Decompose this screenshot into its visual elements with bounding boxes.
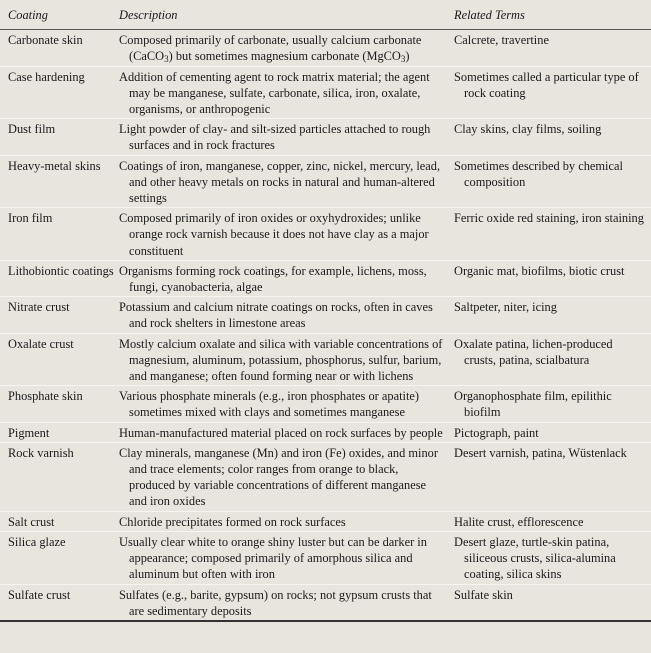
header-description: Description bbox=[119, 8, 178, 22]
cell-related bbox=[446, 511, 651, 531]
cell-description bbox=[118, 584, 446, 621]
description-text bbox=[119, 32, 446, 64]
cell-coating bbox=[0, 386, 118, 422]
table-row bbox=[0, 30, 651, 66]
table-row bbox=[0, 119, 651, 155]
coating-text: Iron film bbox=[8, 211, 53, 226]
cell-description bbox=[118, 66, 446, 119]
related-text: Organic mat, biofilms, biotic crust bbox=[454, 263, 625, 278]
description-text: Chloride precipitates formed on rock surfaces bbox=[119, 514, 346, 529]
coating-text: Pigment bbox=[8, 425, 50, 440]
cell-coating bbox=[0, 422, 118, 442]
related-text: Sulfate skin bbox=[454, 587, 513, 602]
cell-coating bbox=[0, 30, 118, 66]
table-row bbox=[0, 66, 651, 119]
table-row bbox=[0, 208, 651, 261]
cell-related bbox=[446, 119, 651, 155]
coating-text: Rock varnish bbox=[8, 445, 74, 460]
cell-related bbox=[446, 386, 651, 422]
description-text: Potassium and calcium nitrate coatings on rocks, often in caves and rock shelters in limestone areas bbox=[119, 300, 433, 331]
cell-description bbox=[118, 119, 446, 155]
cell-description bbox=[118, 442, 446, 511]
cell-coating bbox=[0, 442, 118, 511]
related-text: Halite crust, efflorescence bbox=[454, 514, 584, 529]
description-text: Composed primarily of iron oxides or oxyhydroxides; unlike orange rock varnish because it does not have clay as a major constituent bbox=[119, 211, 429, 258]
cell-coating bbox=[0, 66, 118, 119]
cell-description bbox=[118, 30, 446, 66]
description-text: Addition of cementing agent to rock matrix material; the agent may be manganese, sulfate, carbonate, silica, iron, oxalate, organisms, or anthropogenic bbox=[119, 69, 430, 117]
table-row bbox=[0, 155, 651, 208]
cell-related bbox=[446, 333, 651, 386]
description-text: Usually clear white to orange shiny luster but can be darker in appearance; composed primarily of amorphous silica and aluminum but often with iron bbox=[119, 534, 427, 582]
header-related-terms: Related Terms bbox=[454, 8, 525, 22]
description-part: ) but sometimes magnesium carbonate (MgCO bbox=[168, 49, 401, 64]
coating-text: Dust film bbox=[8, 122, 56, 137]
cell-related bbox=[446, 584, 651, 621]
description-text: Organisms forming rock coatings, for example, lichens, moss, fungi, cyanobacteria, algae bbox=[119, 263, 427, 295]
cell-related bbox=[446, 531, 651, 584]
table-row bbox=[0, 333, 651, 386]
header-coating: Coating bbox=[8, 8, 48, 22]
description-text: Coatings of iron, manganese, copper, zinc, nickel, mercury, lead, and other heavy metals on rocks in natural and human-altered settings bbox=[119, 158, 441, 206]
cell-description bbox=[118, 422, 446, 442]
table-row bbox=[0, 297, 651, 333]
related-text: Clay skins, clay films, soiling bbox=[454, 122, 602, 137]
related-text: Sometimes described by chemical composition bbox=[454, 158, 623, 189]
cell-coating bbox=[0, 584, 118, 621]
coating-text: Phosphate skin bbox=[8, 389, 83, 404]
description-text: Clay minerals, manganese (Mn) and iron (Fe) oxides, and minor and trace elements; color ranges from orange to black, produced by variable concentrations of different manganese and iron oxides bbox=[119, 445, 438, 509]
related-text: Desert glaze, turtle-skin patina, siliceous crusts, silica-alumina coating, silica skins bbox=[454, 534, 616, 582]
cell-coating bbox=[0, 119, 118, 155]
table-row bbox=[0, 511, 651, 531]
cell-related bbox=[446, 260, 651, 296]
table-row bbox=[0, 260, 651, 296]
table-row bbox=[0, 442, 651, 511]
description-text: Sulfates (e.g., barite, gypsum) on rocks; not gypsum crusts that are sedimentary deposits bbox=[119, 587, 432, 618]
coating-text: Oxalate crust bbox=[8, 336, 74, 351]
coating-text: Sulfate crust bbox=[8, 587, 71, 602]
cell-coating bbox=[0, 511, 118, 531]
cell-description bbox=[118, 208, 446, 261]
related-text: Calcrete, travertine bbox=[454, 33, 549, 48]
coating-text: Heavy-metal skins bbox=[8, 158, 101, 173]
cell-coating bbox=[0, 260, 118, 296]
cell-description bbox=[118, 155, 446, 208]
cell-coating bbox=[0, 531, 118, 584]
table-row bbox=[0, 584, 651, 621]
table-row bbox=[0, 422, 651, 442]
related-text: Saltpeter, niter, icing bbox=[454, 300, 557, 315]
coating-text: Lithobiontic coatings bbox=[8, 263, 114, 278]
subscript: 3 bbox=[400, 54, 406, 65]
cell-description bbox=[118, 386, 446, 422]
cell-coating bbox=[0, 208, 118, 261]
cell-related bbox=[446, 297, 651, 333]
cell-coating bbox=[0, 297, 118, 333]
table-row bbox=[0, 531, 651, 584]
related-text: Desert varnish, patina, Wüstenlack bbox=[454, 445, 627, 460]
description-part: ) bbox=[405, 49, 410, 64]
table-header bbox=[0, 0, 651, 30]
header-row bbox=[0, 0, 651, 30]
cell-related bbox=[446, 30, 651, 66]
related-text: Oxalate patina, lichen-produced crusts, patina, scialbatura bbox=[454, 336, 613, 367]
cell-coating bbox=[0, 333, 118, 386]
cell-description bbox=[118, 511, 446, 531]
cell-description bbox=[118, 531, 446, 584]
cell-description bbox=[118, 333, 446, 386]
related-text: Ferric oxide red staining, iron staining bbox=[454, 211, 644, 226]
description-text: Mostly calcium oxalate and silica with variable concentrations of magnesium, aluminum, potassium, phosphorus, sulfur, barium, and manganese; often found forming near or with lichens bbox=[119, 336, 443, 384]
coating-text: Silica glaze bbox=[8, 534, 66, 549]
description-text: Human-manufactured material placed on rock surfaces by people bbox=[119, 425, 443, 440]
coating-text: Salt crust bbox=[8, 514, 55, 529]
coating-text: Case hardening bbox=[8, 69, 85, 84]
cell-description bbox=[118, 297, 446, 333]
cell-related bbox=[446, 422, 651, 442]
subscript: 3 bbox=[164, 54, 169, 65]
cell-description bbox=[118, 260, 446, 296]
description-part: Composed primarily of carbonate, usually calcium carbonate (CaCO bbox=[119, 33, 422, 64]
related-text: Organophosphate film, epilithic biofilm bbox=[454, 389, 612, 420]
cell-coating bbox=[0, 155, 118, 208]
coating-text: Nitrate crust bbox=[8, 300, 70, 315]
cell-related bbox=[446, 208, 651, 261]
cell-related bbox=[446, 442, 651, 511]
related-text: Pictograph, paint bbox=[454, 425, 539, 440]
table-row bbox=[0, 386, 651, 422]
cell-related bbox=[446, 66, 651, 119]
coating-text: Carbonate skin bbox=[8, 33, 83, 48]
table-body bbox=[0, 30, 651, 621]
description-text: Light powder of clay- and silt-sized particles attached to rough surfaces and in rock fractures bbox=[119, 122, 431, 153]
related-text: Sometimes called a particular type of rock coating bbox=[454, 69, 639, 100]
description-text: Various phosphate minerals (e.g., iron phosphates or apatite) sometimes mixed with clays and sometimes manganese bbox=[119, 389, 420, 420]
cell-related bbox=[446, 155, 651, 208]
